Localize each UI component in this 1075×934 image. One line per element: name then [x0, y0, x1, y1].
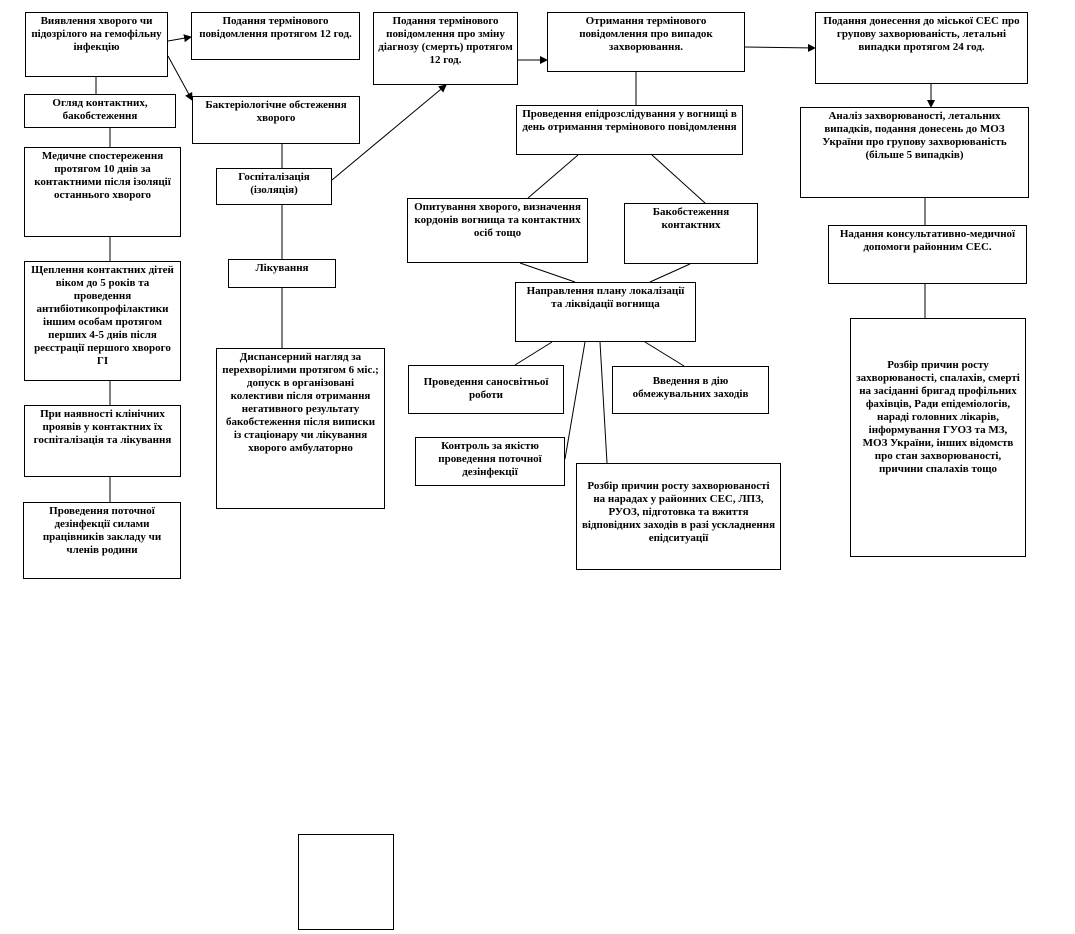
box-urgent-report-text: Подання термінового повідомлення протягом 12 год.: [199, 15, 352, 40]
connector-n17-n23: [565, 342, 585, 459]
box-current-disinfection-text: Проведення поточної дезінфекції силами працівників закладу чи членів родини: [42, 505, 162, 556]
box-causes-review-regional-text: Розбір причин росту захворюваності, спалахів, смерті на засіданні бригад профільних фахівців, Ради епідеміологів, нараді головних лікарів, інформування ГУОЗ та МЗ, МОЗ України, інших відомств про стан захворюваності, причини спалахів тощо: [856, 359, 1020, 475]
box-localization-plan-text: Направлення плану локалізації та ліквідації вогнища: [526, 285, 685, 310]
box-consultative-help: [828, 225, 1027, 284]
box-patient-survey-text: Опитування хворого, визначення кордонів вогнища та контактних осіб тощо: [414, 201, 581, 239]
box-causes-review-district-text: Розбір причин росту захворюваності на нарадах у районних СЕС, ЛПЗ, РУОЗ, підготовка та вжиття відповідних заходів в разі ускладнення епідситуації: [581, 480, 776, 544]
box-contacts-exam-text: Огляд контактних, бакобстеження: [52, 97, 148, 122]
box-diagnosis-change-report-text: Подання термінового повідомлення про зміну діагнозу (смерть) протягом 12 год.: [378, 15, 513, 66]
connector-n8-n12: [528, 155, 578, 198]
box-treatment-text: Лікування: [255, 262, 309, 274]
box-hospitalization: [216, 168, 332, 205]
box-report-received: [547, 12, 745, 72]
box-morbidity-analysis: [800, 107, 1029, 198]
box-medical-observation: [24, 147, 181, 237]
box-localization-plan: [515, 282, 696, 342]
connector-n8-n13: [652, 155, 705, 203]
box-disinfection-control: [415, 437, 565, 486]
box-causes-review-regional: [850, 318, 1026, 557]
box-diagnosis-change-report: [373, 12, 518, 85]
box-health-education: [408, 365, 564, 414]
box-health-education-text: Проведення саносвітньої роботи: [423, 376, 549, 401]
box-contacts-exam: [24, 94, 176, 128]
box-patient-survey: [407, 198, 588, 263]
box-treatment: [228, 259, 336, 288]
arrow-n1-n2: [168, 37, 191, 41]
box-morbidity-analysis-text: Аналіз захворюваності, летальних випадків, подання донесень до МОЗ України про групову захворюваність (більше 5 випадків): [822, 110, 1007, 161]
box-contacts-hospitalization-text: При наявності клінічних проявів у контактних їх госпіталізація та лікування: [33, 408, 172, 446]
connector-n17-n20: [515, 342, 552, 365]
box-hospitalization-text: Госпіталізація (ізоляція): [238, 171, 310, 196]
connector-n13-n17: [650, 264, 690, 282]
box-bacteriological-exam-text: Бактеріологічне обстеження хворого: [205, 99, 347, 124]
box-urgent-report: [191, 12, 360, 60]
box-epid-investigation: [516, 105, 743, 155]
arrow-n4-n5: [745, 47, 815, 48]
box-current-disinfection: [23, 502, 181, 579]
box-vaccination-text: Щеплення контактних дітей віком до 5 років та проведення антибіотикопрофілактики іншим особам протягом перших 4-5 днів після реєстрації першого хворого ГІ: [31, 264, 174, 367]
box-disinfection-control-text: Контроль за якістю проведення поточної дезінфекції: [438, 440, 542, 478]
box-vaccination: [24, 261, 181, 381]
box-city-ses-report-text: Подання донесення до міської СЕС про групову захворюваність, летальні випадки протягом 24 год.: [823, 15, 1020, 53]
empty-box: [298, 834, 394, 930]
box-medical-observation-text: Медичне спостереження протягом 10 днів за контактними після ізоляції останнього хворого: [34, 150, 171, 201]
box-contacts-hospitalization: [24, 405, 181, 477]
box-consultative-help-text: Надання консультативно-медичної допомоги районним СЕС.: [839, 228, 1016, 253]
box-restrictive-measures-text: Введення в дію обмежувальних заходів: [632, 375, 749, 400]
box-contacts-bacteriology-text: Бакобстеження контактних: [652, 206, 730, 231]
box-epid-investigation-text: Проведення епідрозслідування у вогнищі в день отримання термінового повідомлення: [522, 108, 737, 133]
box-city-ses-report: [815, 12, 1028, 84]
box-dispensary-supervision: [216, 348, 385, 509]
connector-n17-n21: [645, 342, 684, 366]
box-causes-review-district: [576, 463, 781, 570]
box-contacts-bacteriology: [624, 203, 758, 264]
box-patient-detection: [25, 12, 168, 77]
box-dispensary-supervision-text: Диспансерний нагляд за перехворілими протягом 6 міс.; допуск в організовані колективи після отримання негативного результату бакобстеження після виписки із стаціонару чи лікування хворого амбулаторно: [222, 351, 379, 454]
box-restrictive-measures: [612, 366, 769, 414]
box-bacteriological-exam: [192, 96, 360, 144]
connector-n12-n17: [520, 263, 575, 282]
box-patient-detection-text: Виявлення хворого чи підозрілого на гемофільну інфекцію: [31, 15, 162, 53]
box-report-received-text: Отримання термінового повідомлення про випадок захворювання.: [579, 15, 713, 53]
connector-n17-n24: [600, 342, 607, 463]
